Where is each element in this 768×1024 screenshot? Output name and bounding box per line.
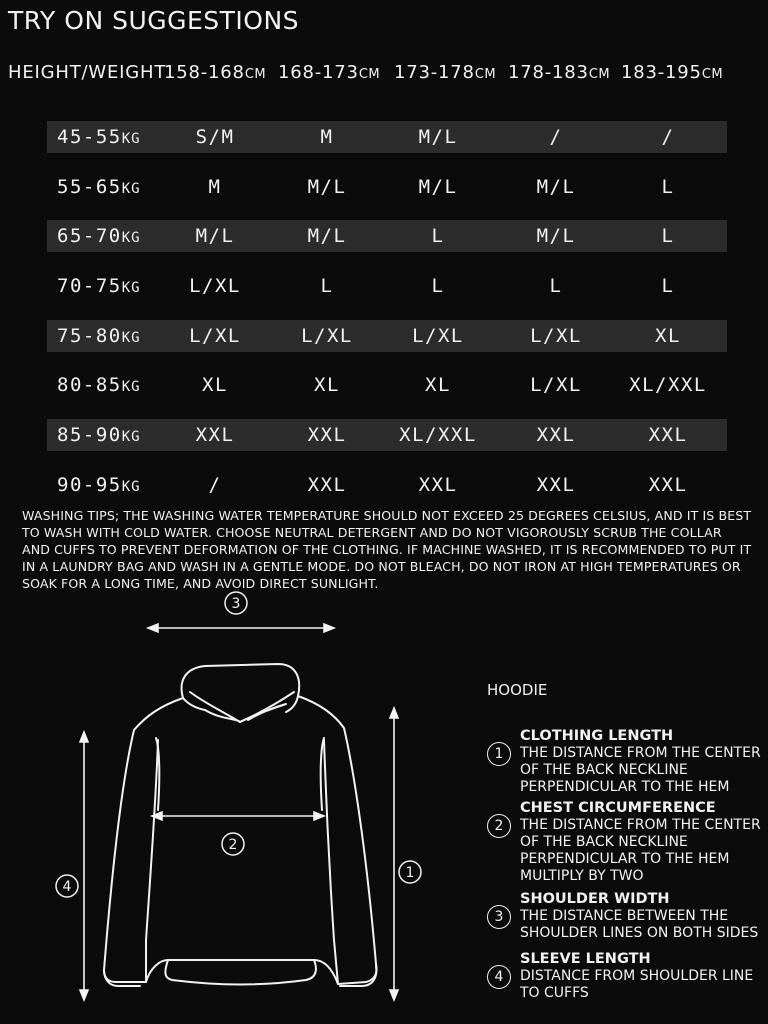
hoodie-diagram [0,580,480,1024]
size-cell: XL [425,374,451,397]
size-cell: M/L [418,175,458,198]
size-cell: M/L [195,225,235,248]
size-cell: M/L [418,126,458,148]
size-cell: M/L [536,175,576,198]
legend-number: 3 [487,905,511,929]
size-cell: / [208,473,222,496]
size-cell: L [431,275,445,298]
height-col-4: 178-183CM [508,62,611,83]
height-col-2: 168-173CM [278,62,381,83]
legend-description: THE DISTANCE BETWEEN THE SHOULDER LINES ON BOTH SIDES [520,908,759,941]
table-row [47,320,727,352]
size-cell: L/XL [530,324,582,347]
size-cell: XL [314,374,340,397]
weight-label: 90-95KG [57,473,141,496]
size-cell: XXL [195,424,235,447]
height-col-5: 183-195CM [621,62,724,83]
weight-label: 45-55KG [57,126,141,148]
size-cell: L [549,275,563,298]
weight-label: 70-75KG [57,275,141,298]
legend-heading: CLOTHING LENGTH [520,728,674,744]
size-cell: L/XL [189,275,241,298]
weight-label: 65-70KG [57,225,141,248]
legend-heading: CHEST CIRCUMFERENCE [520,800,716,816]
size-cell: L [661,175,675,198]
size-cell: M/L [307,225,347,248]
marker-clothing-length: 1 [405,865,415,881]
hoodie-body [104,698,183,982]
size-cell: M/L [307,175,347,198]
weight-label: 85-90KG [57,424,141,447]
size-cell: L/XL [301,324,353,347]
height-col-1: 158-168CM [164,62,267,83]
weight-label: 55-65KG [57,175,141,198]
size-cell: L/XL [412,324,464,347]
page-title: TRY ON SUGGESTIONS [8,6,300,35]
legend-description: THE DISTANCE FROM THE CENTER OF THE BACK NECKLINE PERPENDICULAR TO THE HEM [520,745,761,795]
size-cell: XXL [307,424,347,447]
table-row [47,369,727,401]
table-row [47,419,727,451]
size-cell: L [431,225,445,248]
legend-number: 1 [487,742,511,766]
size-cell: XXL [307,473,347,496]
marker-chest: 2 [228,837,238,853]
marker-sleeve-length: 4 [62,879,72,895]
height-col-3: 173-178CM [394,62,497,83]
legend-number: 2 [487,814,511,838]
size-cell: XXL [418,473,458,496]
washing-tips: WASHING TIPS; THE WASHING WATER TEMPERATURE SHOULD NOT EXCEED 25 DEGREES CELSIUS, AND IT IS BEST TO WASH WITH COLD WATER. CHOOSE NEUTRAL DETERGENT AND DO NOT VIGOROUSLY SCRUB THE COLLAR AND CUFFS TO PREVENT DEFORMATION OF THE CLOTHING. IF MACHINE WASHED, IT IS RECOMMENDED TO PUT IT IN A LAUNDRY BAG AND WASH IN A GENTLE MODE. DO NOT BLEACH, DO NOT IRON AT HIGH TEMPERATURES OR SOAK FOR A LONG TIME, AND AVOID DIRECT SUNLIGHT. [22,508,752,591]
size-cell: M [208,175,222,198]
legend-title: HOODIE [487,681,548,699]
size-cell: XL [202,374,228,397]
size-cell: S/M [195,126,235,148]
marker-shoulder-width: 3 [231,596,241,612]
size-cell: XXL [536,424,576,447]
legend-number: 4 [487,965,511,989]
size-cell: / [549,126,563,148]
size-cell: XL/XXL [629,374,707,397]
weight-label: 75-80KG [57,324,141,347]
table-row [47,220,727,252]
size-cell: M [320,126,334,148]
size-cell: XXL [648,473,688,496]
size-cell: XL [655,324,681,347]
weight-label: 80-85KG [57,374,141,397]
legend-heading: SLEEVE LENGTH [520,951,651,967]
table-row [47,469,727,501]
header-label: HEIGHT/WEIGHT [8,62,167,83]
size-cell: L [661,275,675,298]
size-cell: / [661,126,675,148]
size-cell: XXL [648,424,688,447]
legend-description: THE DISTANCE FROM THE CENTER OF THE BACK NECKLINE PERPENDICULAR TO THE HEM MULTIPLY BY TWO [520,817,761,884]
size-cell: L [661,225,675,248]
size-cell: L/XL [530,374,582,397]
size-cell: L/XL [189,324,241,347]
size-cell: L [320,275,334,298]
legend-heading: SHOULDER WIDTH [520,891,670,907]
size-cell: XXL [536,473,576,496]
size-table-header [8,62,768,90]
legend-description: DISTANCE FROM SHOULDER LINE TO CUFFS [520,968,754,1001]
size-table [47,121,727,519]
size-cell: XL/XXL [399,424,477,447]
table-row [47,270,727,302]
table-row [47,171,727,203]
table-row [47,121,727,153]
size-cell: M/L [536,225,576,248]
